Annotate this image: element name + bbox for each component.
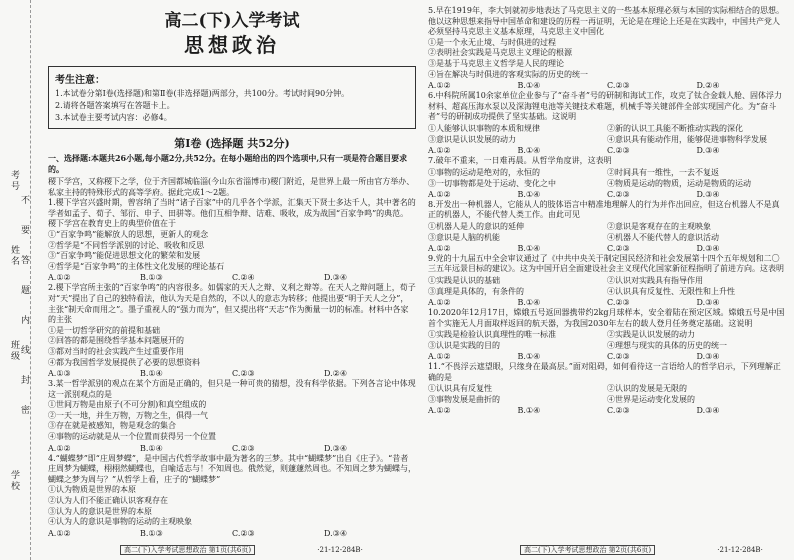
- option: A.①②: [48, 528, 71, 538]
- statement: ④认为人的意识是事物的运动的主观映象: [48, 517, 192, 527]
- statement: ④事物的运动就是从一个位置而获得另一个位置: [48, 432, 216, 442]
- binding-label-class: 班级: [9, 340, 19, 362]
- option: D.③④: [696, 352, 720, 362]
- statement: ④旨在解决与时俱进的客观实际的历史的统一: [428, 69, 588, 79]
- option: A.①②: [428, 352, 451, 362]
- statement-row: [428, 394, 786, 405]
- statement: ④机器人不能代替人的意识活动: [607, 232, 719, 242]
- option: B.①④: [517, 406, 541, 416]
- option: C.②③: [232, 369, 255, 379]
- statement-row: [428, 286, 786, 297]
- binding-margin: [0, 0, 31, 560]
- section-description: 一、选择题:本题共26小题,每小题2分,共52分。在每小题给出的四个选项中,只有一项是符合题目要求的。: [48, 153, 408, 174]
- notice-box: [48, 66, 416, 129]
- option: B.①④: [517, 145, 541, 155]
- page-number: 高二(下)入学考试思想政治 第1页(共6页): [120, 545, 255, 555]
- binding-mark: 要: [19, 225, 29, 235]
- answer-options: [48, 443, 416, 454]
- answer-options: [428, 145, 786, 156]
- statement: ②意识是客观存在的主观映象: [607, 221, 711, 231]
- statement: ③意识是人脑的机能: [428, 232, 500, 242]
- answer-options: [428, 297, 786, 308]
- option: D.③④: [696, 243, 720, 253]
- statement: ①机器人是人的意识的延伸: [428, 221, 524, 231]
- question-text: 6.中科院所属10余家单位企业参与了“奋斗者”号的研制和海试工作，攻克了钛合金载人舱、固体浮力材料、超高压海水泵以及深海锂电池等关键技术难题，机械手等关键部件全部实现国产化。为“奋斗者”号的研制成功提供了坚实基础。这说明: [428, 91, 782, 122]
- statement: ②表明社会实践是马克思主义理论的根源: [428, 48, 572, 58]
- statement-row: [428, 340, 786, 351]
- option: A.①②: [48, 273, 71, 283]
- question-text: 9.党的十九届五中全会审议通过了《中共中央关于制定国民经济和社会发展第十四个五年规划和二〇三五年远景目标的建议》。这为中国开启全面建设社会主义现代化国家新征程指明了前进方向。这表明: [428, 253, 784, 274]
- statement: ①认识具有反复性: [428, 384, 492, 394]
- binding-mark: 不: [19, 195, 29, 205]
- option: A.①②: [428, 243, 451, 253]
- notice-heading: 考生注意：: [55, 75, 105, 86]
- option: C.②③: [607, 243, 630, 253]
- option: D.③④: [696, 189, 720, 199]
- option: C.②③: [607, 189, 630, 199]
- statement-row: [428, 329, 786, 340]
- statement: ①事物的运动是绝对的，永恒的: [428, 167, 540, 177]
- statement: ①是一切哲学研究的前提和基础: [48, 325, 160, 335]
- statement: ②时间具有一维性，一去不复返: [607, 167, 719, 177]
- notice-item: 2.请将各题答案填写在答题卡上。: [55, 101, 175, 110]
- answer-options: [428, 243, 786, 254]
- binding-mark: 内: [19, 315, 29, 325]
- option: C.②③: [607, 352, 630, 362]
- answer-options: [48, 272, 416, 283]
- statement: ①“百家争鸣”能解放人的思想，更新人的观念: [48, 229, 209, 239]
- statement: ②认为人们不能正确认识客观存在: [48, 496, 168, 506]
- statement: ③认识是实践的目的: [428, 341, 500, 351]
- question-text: 5.早在1919年，李大钊就初步地表达了马克思主义的一些基本原理必须与本国的实际相结合的思想。他以这种思想来指导中国革命和建设的历程一再证明，无论是在理论上还是在实践中，中国共产党人必须坚持马克思主义基本原理，马克思主义中国化: [428, 6, 784, 37]
- question-text: 4.“蝴蝶梦”即“庄周梦蝶”，是中国古代哲学故事中最为著名的三梦。其中“蝴蝶梦”出自《庄子》。“昔者庄周梦为蝴蝶，栩栩然蝴蝶也，自喻适志与！不知周也。俄然觉，则蘧蘧然周也。不知周之梦为蝴蝶与，蝴蝶之梦为周与？”从哲学上看，庄子的“蝴蝶梦”: [48, 453, 416, 484]
- notice-item: 1.本试卷分第Ⅰ卷(选择题)和第Ⅱ卷(非选择题)两部分，共100分。考试时间90分钟。: [55, 89, 350, 98]
- answer-options: [428, 405, 786, 416]
- statement-row: [428, 383, 786, 394]
- answer-options: [428, 351, 786, 362]
- exam-code: ·21-12-284B·: [317, 546, 363, 554]
- question-text: 11.“不畏浮云遮望眼，只缘身在最高层。”面对阻碍，如何看待这一言语给人的哲学启示，下列理解正确的是: [428, 362, 781, 382]
- option: B.①④: [140, 443, 163, 453]
- option: B.①④: [517, 81, 541, 91]
- option: B.①④: [517, 297, 541, 307]
- option: C.②③: [607, 297, 630, 307]
- binding-mark: 封: [19, 375, 29, 385]
- option: C.②③: [232, 528, 255, 538]
- statement: ①人能够认识事物的本质和规律: [428, 123, 540, 133]
- option: C.②③: [607, 145, 630, 155]
- footer-right: [520, 545, 763, 555]
- statement: ③是基于马克思主义哲学是人民的理论: [428, 58, 564, 68]
- option: D.③④: [324, 273, 348, 283]
- option: B.①④: [517, 352, 541, 362]
- statement: ①世间万物是由原子(不可分割)和真空组成的: [48, 400, 207, 410]
- option: D.③④: [324, 528, 348, 538]
- statement: ②回答的都是围绕哲学基本问题展开的: [48, 336, 184, 346]
- left-column: [48, 6, 416, 539]
- notice-item: 3.本试卷主要考试内容：必修4。: [55, 113, 172, 122]
- statement: ③一切事物都是处于运动、变化之中: [428, 178, 556, 188]
- option: B.①③: [140, 273, 163, 283]
- statement: ④认识具有反复性、无限性和上升性: [607, 286, 735, 296]
- statement: ①实践是检验认识真理性的唯一标准: [428, 330, 556, 340]
- statement: ③存在就是被感知，物是观念的集合: [48, 421, 176, 431]
- option: B.①④: [140, 369, 163, 379]
- option: D.③④: [324, 443, 348, 453]
- statement: ③意识是认识发展的动力: [428, 134, 516, 144]
- footer-left: [120, 545, 363, 555]
- binding-mark: 题: [19, 285, 29, 295]
- statement: ②实践是认识发展的动力: [607, 330, 695, 340]
- statement-row: [428, 232, 786, 243]
- option: C.②③: [607, 406, 630, 416]
- statement: ④意识具有能动作用，能够促进事物科学发展: [607, 134, 767, 144]
- option: D.③④: [696, 297, 720, 307]
- statement-row: [428, 167, 786, 178]
- binding-label-school: 学校: [9, 470, 19, 492]
- question-text: 7.破年不重来，一日难再晨。从哲学角度讲，这表明: [428, 155, 612, 165]
- answer-options: [48, 368, 416, 379]
- page-number: 高二(下)入学考试思想政治 第2页(共6页): [520, 545, 655, 555]
- statement: ④理想与现实的具体的历史的统一: [607, 341, 727, 351]
- right-column: [428, 6, 786, 416]
- exam-code: ·21-12-284B·: [717, 546, 763, 554]
- option: A.①③: [48, 369, 71, 379]
- option: B.①④: [517, 189, 541, 199]
- statement: ④世界是运动变化发展的: [607, 395, 695, 405]
- option: A.①②: [428, 406, 451, 416]
- answer-options: [428, 80, 786, 91]
- option: A.①②: [428, 297, 451, 307]
- option: D.③④: [696, 406, 720, 416]
- question-text: 3.某一哲学派别的观点在某个方面是正确的，但只是一种可贵的猜想，没有科学依据。下列各言论中体现这一派别观点的是: [48, 379, 416, 399]
- question-text: 稷下学宫，又称稷下之学，位于齐国都城临淄(今山东省淄博市)稷门附近，是世界上最一所由官方举办、私家主持的特殊形式的高等学府。据此完成1～2题。: [48, 177, 415, 197]
- statement: ③都对当时的社会实践产生过重要作用: [48, 346, 184, 356]
- binding-mark: 线: [19, 345, 29, 355]
- option: D.③④: [696, 145, 720, 155]
- binding-label-exam-number: 考号: [9, 170, 19, 192]
- statement: ④哲学是“百家争鸣”的主体性文化发展的理论基石: [48, 261, 225, 271]
- statement: ③真理是具体的，有条件的: [428, 286, 524, 296]
- answer-options: [48, 528, 416, 539]
- option: C.②③: [232, 443, 255, 453]
- binding-label-name: 姓名: [9, 245, 19, 267]
- question-text: 1.稷下学宫兴盛时期，曾容纳了当时“诸子百家”中的几乎各个学派，汇集天下贤士多达千人，其中著名的学者如孟子、荀子、邹衍、申子、田骈等。他们互相争辩、诘难、吸收，成为战国“百家争鸣”的典范。稷下学宫在教育史上的典型价值在于: [48, 198, 416, 229]
- question-text: 2.稷下学宫所主张的“百家争鸣”的内容很多。如儒家的天人之辩、义利之辩等。在天人之辩问题上，荀子对“天”提出了自己的独特看法，他认为天是自然的，不以人的意志为转移；他提出要“明于天人之分”，主张“制天命而用之”。墨子重视人的“强力而为”，但又提出将“天志”作为衡量一切的标准。材料中各家的主张: [48, 283, 416, 325]
- option: A.①②: [428, 81, 451, 91]
- statement: ③认为人的意识是世界的本原: [48, 506, 152, 516]
- statement: ①实践是认识的基础: [428, 275, 500, 285]
- statement: ②一天一地，并生万物，万物之生，俱得一气: [48, 410, 208, 420]
- section-title: 第Ⅰ卷 (选择题 共52分): [174, 137, 290, 150]
- statement: ②新的认识工具能不断推动实践的深化: [607, 123, 743, 133]
- statement: ②认识对实践具有指导作用: [607, 275, 703, 285]
- statement-row: [428, 275, 786, 286]
- exam-title: 高二(下)入学考试: [164, 11, 300, 31]
- option: C.②③: [607, 81, 630, 91]
- option: A.①②: [48, 443, 71, 453]
- question-text: 10.2020年12月17日，嫦娥五号返回器携带约2kg月球样本，安全着陆在预定区域。嫦娥五号是中国首个实施无人月面取样返回的航天器，为我国2030年左右的载人登月任务奠定基础。这说明: [428, 307, 785, 328]
- statement: ③“百家争鸣”能促进思想文化的繁荣和发展: [48, 251, 201, 261]
- statement: ①是一个永无止境、与时俱进的过程: [428, 37, 556, 47]
- statement: ②认识的发展是无限的: [607, 384, 687, 394]
- binding-mark: 密: [19, 405, 29, 415]
- option: B.①④: [517, 243, 541, 253]
- binding-mark: 答: [19, 255, 29, 265]
- statement: ①认为物质是世界的本原: [48, 485, 136, 495]
- option: D.②④: [696, 81, 720, 91]
- statement: ④物质是运动的物质，运动是物质的运动: [607, 178, 751, 188]
- answer-options: [428, 189, 786, 200]
- option: D.②④: [324, 369, 348, 379]
- statement: ④都为我国哲学发展提供了必要的思想资料: [48, 357, 200, 367]
- option: C.②④: [232, 273, 255, 283]
- statement-row: [428, 221, 786, 232]
- subject-title: 思想政治: [184, 33, 280, 57]
- statement: ②哲学是“不同哲学派别的讨论、吸收和反思: [48, 240, 205, 250]
- option: B.①③: [140, 528, 163, 538]
- question-text: 8.开发出一种机器人，它能从人的肢体语言中精准地理解人的行为并作出回应，但这台机器人不是真正的机器人，不能代替人类工作。由此可见: [428, 199, 780, 220]
- option: A.①②: [428, 145, 451, 155]
- statement-row: [428, 123, 786, 134]
- statement-row: [428, 178, 786, 189]
- statement-row: [428, 134, 786, 145]
- statement: ③事物发展是曲折的: [428, 395, 500, 405]
- option: A.①②: [428, 189, 451, 199]
